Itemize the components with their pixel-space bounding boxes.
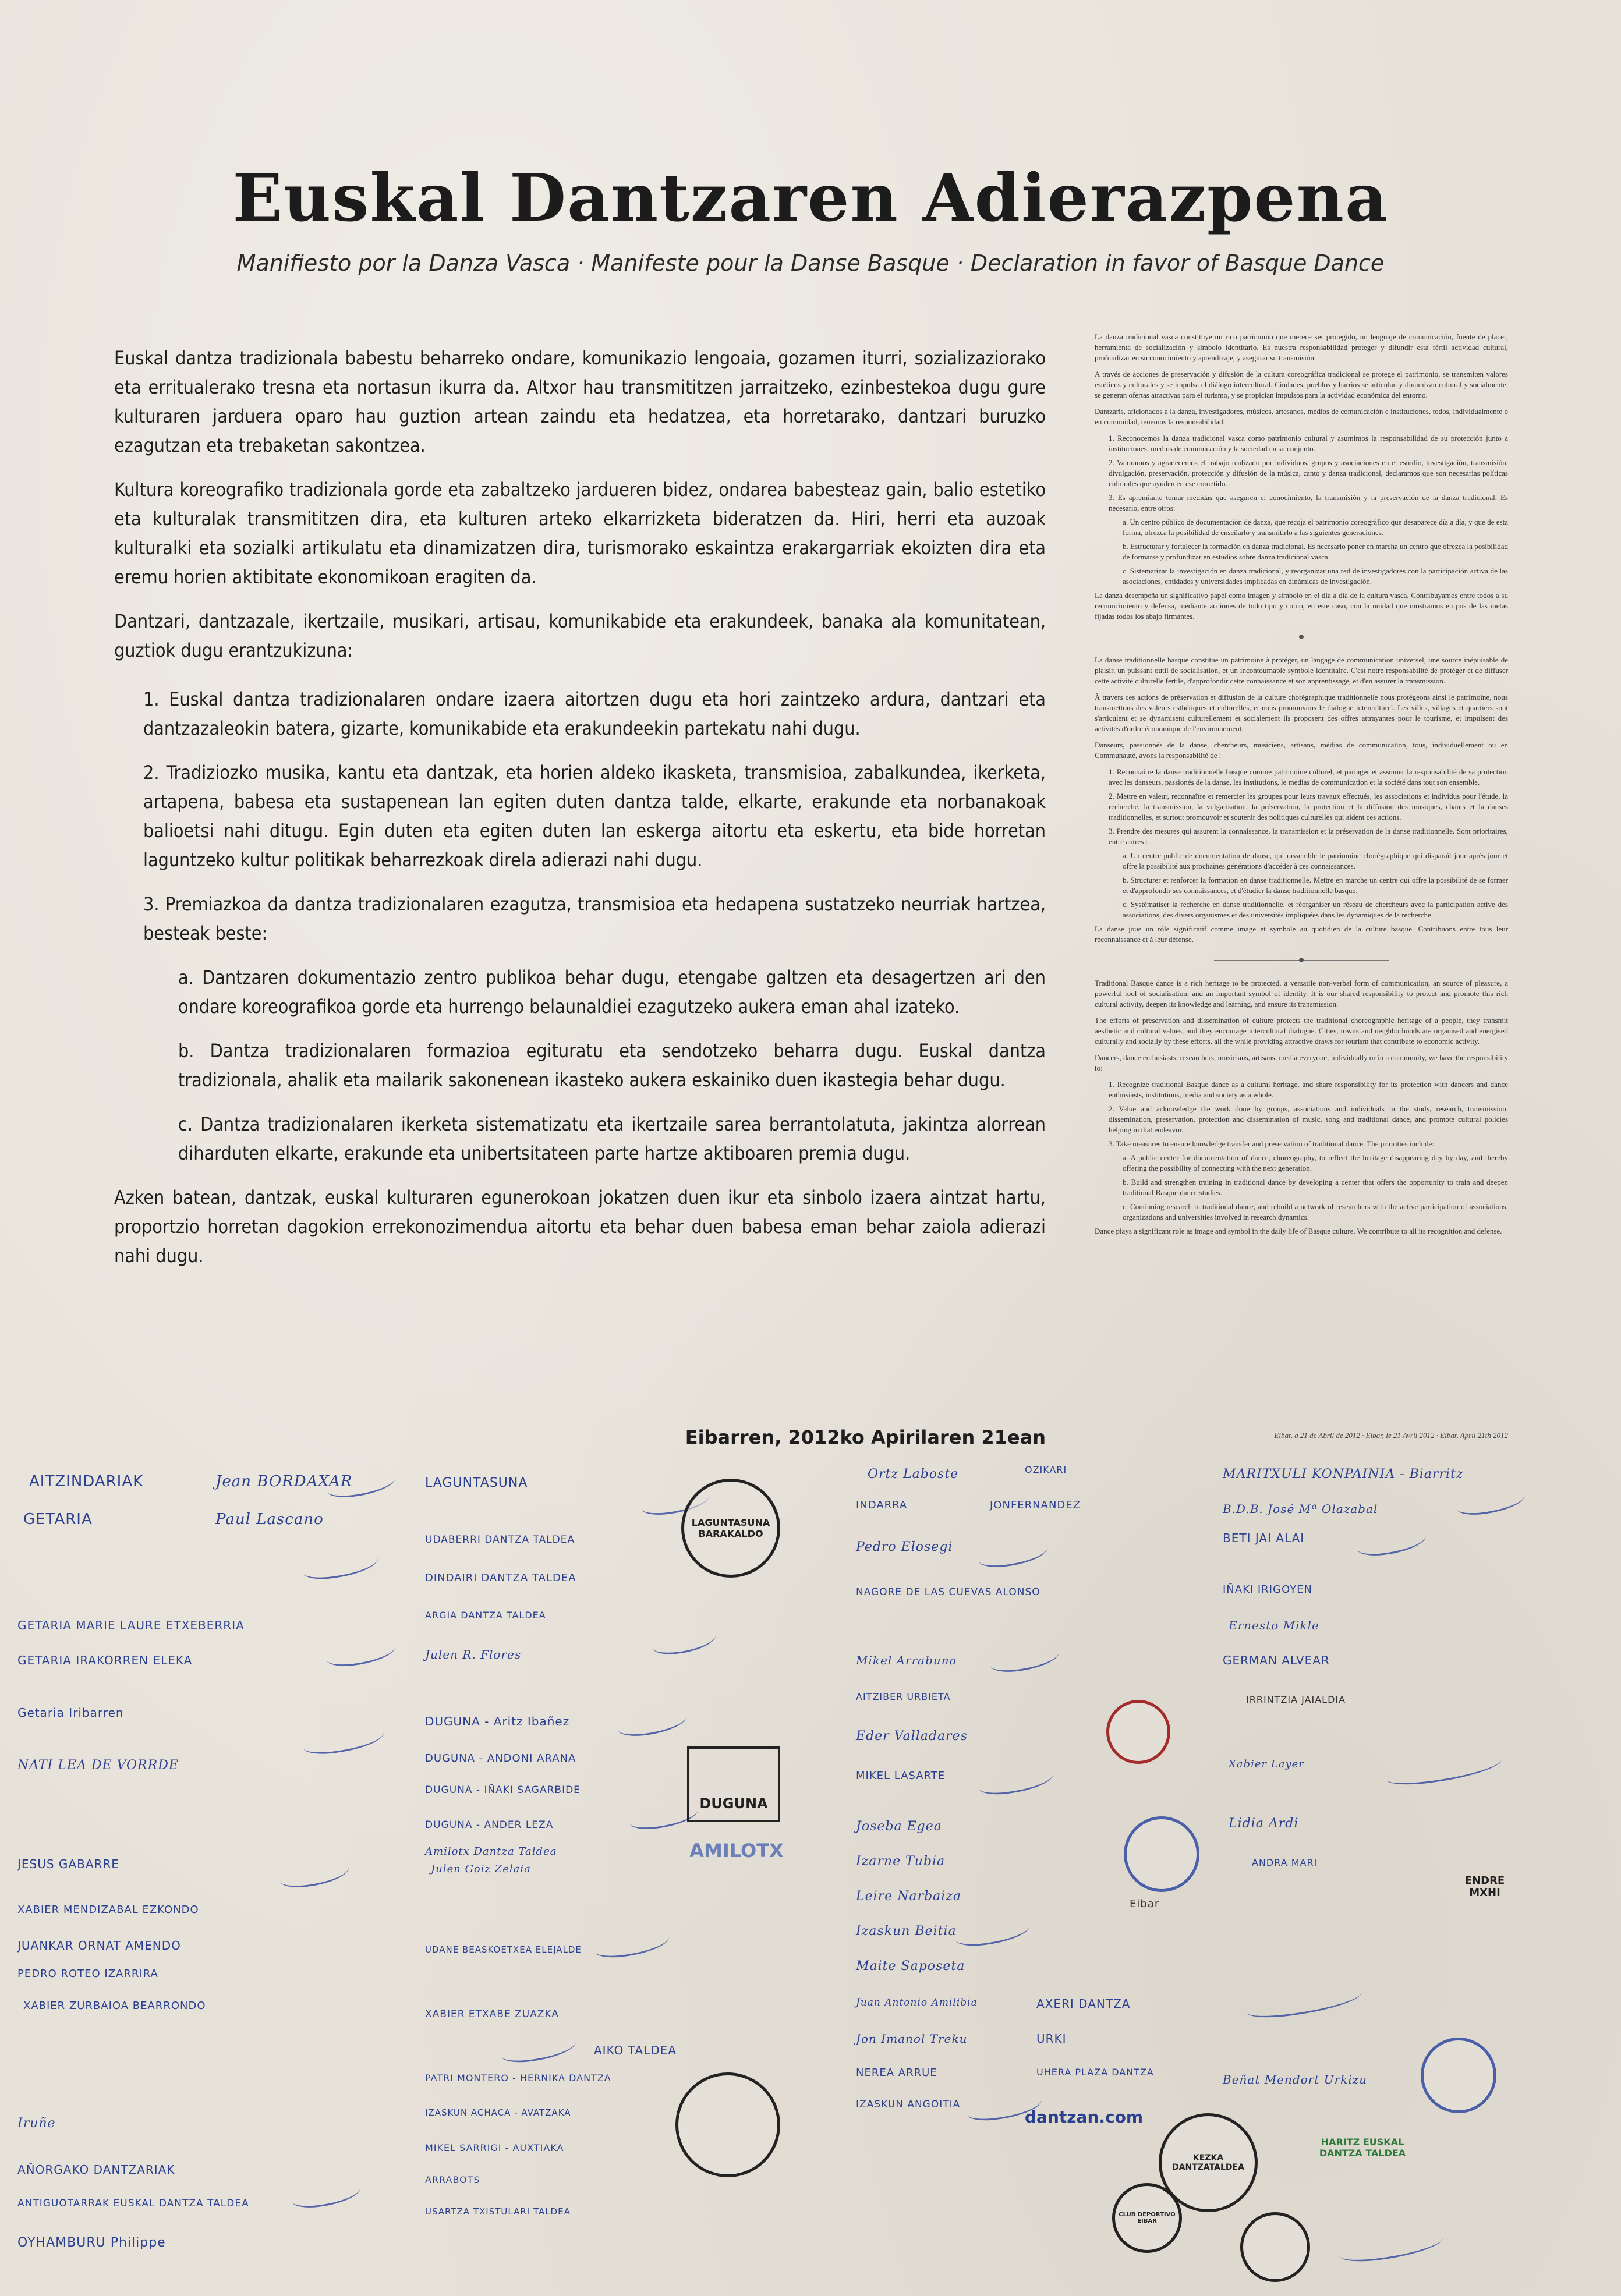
- signature: AIKO TALDEA: [594, 2043, 677, 2057]
- signature: Izarne Tubia: [856, 1854, 946, 1869]
- basque-subitem: c. Dantza tradizionalaren ikerketa sistematizatu eta ikertzaile sarea berrantolatuta, jakintza alorrean diharduten elkarte, erakunde eta unibertsitateen parte hartze aktiboaren premia dugu.: [178, 1113, 1046, 1164]
- signature: Julen Goiz Zelaia: [431, 1863, 531, 1875]
- club-blue-stamp: [1124, 1816, 1199, 1892]
- signature: ARRABOTS: [425, 2174, 480, 2185]
- signature-scribble: [325, 1637, 397, 1669]
- signature: Eibar: [1130, 1898, 1160, 1910]
- basque-subitem: b. Dantza tradizionalaren formazioa egituratu eta sendotzeko beharra dugu. Euskal dantza tradizionala, ahalik eta mailarik sakonenean ikasteko aukera eskainiko duen ikastegia behar dugu.: [178, 1040, 1046, 1091]
- basque-intro-paragraph: Kultura koreografiko tradizionala gorde eta zabaltzeko jardueren bidez, ondarea babesteaz gain, balio estetiko eta kulturalak transmititzen dira, eta kulturen arteko elkarrizketa bideratzen da. Hiri, herri eta auzoak kulturalki eta sozialki artikulatu eta dinamizatzen dira, turismorako eskaintza erakargarriak ekoizten dira eta eremu horien aktibitate ekonomikoan eragiten da.: [114, 479, 1046, 588]
- basque-item: 3. Premiazkoa da dantza tradizionalaren ezagutza, transmisioa eta hedapena sustatzeko neurriak hartzea, besteak beste:: [143, 893, 1046, 944]
- signature: GERMAN ALVEAR: [1223, 1653, 1330, 1667]
- signature: Julen R. Flores: [425, 1647, 522, 1661]
- section-divider: [1214, 960, 1389, 961]
- kezka-red-stamp: [1106, 1700, 1170, 1764]
- english-intro: Traditional Basque dance is a rich heritage to be protected, a versatile non-verbal form of communication, an source of pleasure, a powerful tool of socialisation, and an important symbol of identity. It is our shared responsibility to protect and promote this rich cultural activity, deepen its knowledge and learning, and ensure its transmission.: [1095, 979, 1508, 1008]
- signature: USARTZA TXISTULARI TALDEA: [425, 2206, 571, 2217]
- signature: PATRI MONTERO - HERNIKA DANTZA: [425, 2072, 611, 2084]
- signature: Jon Imanol Treku: [856, 2032, 968, 2046]
- french-subitem: c. Systématiser la recherche en danse traditionnelle, et réorganiser un réseau de chercheurs avec la participation active des associations, des divers organismes et des universités impliquées dans les dynamiques de la recherche.: [1123, 900, 1508, 919]
- english-closing: Dance plays a significant role as image and symbol in the daily life of Basque culture. We contribute to all its recognition and defense.: [1095, 1227, 1502, 1235]
- signature: GETARIA IRAKORREN ELEKA: [17, 1653, 193, 1667]
- basque-closing-paragraph: Azken batean, dantzak, euskal kulturaren egunerokoan jokatzen duen ikur eta sinbolo izaera aintzat hartu, proportzio horretan dagokion errekonozimendua aitortu eta behar duen babesa eman behar zaiola adierazi nahi dugu.: [114, 1186, 1046, 1267]
- french-intro: À travers ces actions de préservation et diffusion de la culture chorégraphique traditionnelle nous protégeons ainsi le patrimoine, nous transmettons des valeurs esthétiques et culturelles, et nous promouvons le dialogue interculturel. Les villes, villages et quartiers sont s'articulent et se dynamisent culturellement et socialement ils proposent des offres attrayantes pour le tourisme, et impulsent des activités d'ordre économique de l'environnement.: [1095, 693, 1508, 733]
- signature: BETI JAI ALAI: [1223, 1531, 1305, 1545]
- signature: JESUS GABARRE: [17, 1857, 119, 1871]
- french-subitem: a. Un centre public de documentation de danse, qui rassemble le patrimoine chorégraphique qui disparaît jour après jour et offre la possibilité aux prochaines générations d'accéder à ces connaissances.: [1123, 851, 1508, 870]
- signature-scribble: [616, 1707, 688, 1739]
- signature: JONFERNANDEZ: [990, 1499, 1081, 1511]
- signature: Pedro Elosegi: [856, 1540, 953, 1554]
- signature: DUGUNA - ANDONI ARANA: [425, 1752, 576, 1764]
- signature: GETARIA MARIE LAURE ETXEBERRIA: [17, 1618, 245, 1632]
- dantzan-logo: dantzan.com: [1025, 2107, 1144, 2127]
- signature: AÑORGAKO DANTZARIAK: [17, 2163, 175, 2177]
- signature: Jean BORDAXAR: [215, 1473, 353, 1490]
- spanish-intro: Dantzaris, aficionados a la danza, investigadores, músicos, artesanos, medios de comunicación e instituciones, todos, individualmente o en comunidad, tenemos la responsabilidad:: [1095, 407, 1508, 426]
- signature-scribble: [290, 2178, 362, 2210]
- basque-item: 1. Euskal dantza tradizionalaren ondare izaera aitortzen dugu eta hori zaintzeko ardura, dantzari eta dantzazaleokin batera, gizarte, komunikabide eta erakundeekin partekatu nahi dugu.: [143, 688, 1046, 739]
- signature-scribble: [1355, 1526, 1428, 1558]
- signature: AXERI DANTZA: [1036, 1997, 1131, 2011]
- signature-scribble: [1385, 1750, 1503, 1788]
- page-title: Euskal Dantzaren Adierazpena: [232, 160, 1389, 236]
- signature: UDANE BEASKOETXEA ELEJALDE: [425, 1944, 582, 1955]
- signature: UDABERRI DANTZA TALDEA: [425, 1534, 575, 1546]
- spanish-item: 1. Reconocemos la danza tradicional vasca como patrimonio cultural y asumimos la responsabilidad de su protección junto a instituciones, medios de comunicación y la sociedad en su conjunto.: [1109, 434, 1508, 453]
- signature: MIKEL SARRIGI - AUXTIAKA: [425, 2142, 564, 2153]
- signature: ARGIA DANTZA TALDEA: [425, 1610, 546, 1621]
- signature: URKI: [1036, 2032, 1067, 2046]
- signature-scribble: [1245, 1983, 1363, 2021]
- signature: NEREA ARRUE: [856, 2067, 937, 2079]
- signature: IZASKUN ACHACA - AVATZAKA: [425, 2107, 571, 2118]
- french-block: [1095, 655, 1508, 945]
- signature: Joseba Egea: [856, 1819, 942, 1834]
- french-item: 1. Reconnaître la danse traditionnelle basque comme patrimoine culturel, et partager et assumer la responsabilité de sa protection avec les danseurs, passionés de la danse, les institutions, le medias de communication et la société dans tout son ensemble.: [1109, 767, 1508, 786]
- signature-scribble: [651, 1626, 717, 1657]
- signature-scribble: [954, 1916, 1032, 1949]
- signature: Xabier Layer: [1229, 1758, 1304, 1770]
- french-item: 3. Prendre des mesures qui assurent la connaissance, la transmission et la préservation de la danse traditionnelle. Sont prioritaires, entre autres :: [1109, 827, 1508, 846]
- signature: IZASKUN ANGOITIA: [856, 2099, 961, 2110]
- spanish-block: [1095, 332, 1508, 622]
- blue-round-stamp: [1421, 2038, 1496, 2113]
- spanish-item: 2. Valoramos y agradecemos el trabajo realizado por individuos, grupos y asociaciones en el estudio, investigación, transmisión, divulgación, preservación, protección y difusión de la música, canto y danza tradicional, declaramos que son necesarias políticas culturales que ayuden en ese cometido.: [1109, 458, 1508, 488]
- spanish-subitem: b. Estructurar y fortalecer la formación en danza tradicional. Es necesario poner en marcha un centro que ofrezca la posibilidad de formarse y profundizar en estudios sobre danza tradicional vasca.: [1123, 542, 1508, 561]
- signature: IÑAKI IRIGOYEN: [1223, 1583, 1313, 1596]
- signature: DUGUNA - Aritz Ibañez: [425, 1714, 570, 1728]
- signature: Leire Narbaiza: [856, 1889, 962, 1904]
- signature-scribble: [1454, 1486, 1527, 1518]
- signature: Getaria Iribarren: [17, 1706, 124, 1720]
- french-intro: Danseurs, passionnés de la danse, chercheurs, musiciens, artisans, médias de communication, tous, individuellement ou en Communauté, avons la responsabilité de :: [1095, 740, 1508, 760]
- laguntasuna-stamp: LAGUNTASUNA BARAKALDO: [681, 1479, 780, 1578]
- french-intro: La danse traditionnelle basque constitue un patrimoine à protéger, un langage de communication universel, une source inépuisable de plaisir, un puissant outil de socialisation, et un incontournable symbole identitaire. C'est notre responsabilité de protéger et de diffuser cette activité culturelle fertile, d'approfondir cette connaissance et son apprentissage, et d'en assurer la transmission.: [1095, 656, 1508, 685]
- signature: DINDAIRI DANTZA TALDEA: [425, 1572, 576, 1584]
- signature-scribble: [500, 2032, 578, 2065]
- english-intro: Dancers, dance enthusiasts, researchers, musicians, artisans, media everyone, individually or in a community, we have the responsibility to:: [1095, 1053, 1508, 1072]
- spanish-subitem: c. Sistematizar la investigación en danza tradicional, y reorganizar una red de investigadores con la participación activa de las asociaciones, entidades y universidades implicadas en dinámicas de investigación.: [1123, 566, 1508, 586]
- signature: NATI LEA DE VORRDE: [17, 1758, 179, 1773]
- signature: Iruñe: [17, 2116, 56, 2131]
- signature: Beñat Mendort Urkizu: [1223, 2072, 1368, 2086]
- signature: UHERA PLAZA DANTZA: [1036, 2067, 1154, 2078]
- basque-subitem: a. Dantzaren dokumentazio zentro publikoa behar dugu, etengabe galtzen eta desagertzen ari den ondare koreografikoa gorde eta hurrengo belaunaldiei ezagutzeko aukera eman ahal izateko.: [178, 966, 1046, 1018]
- signature: Paul Lascano: [215, 1511, 324, 1528]
- signature: NAGORE DE LAS CUEVAS ALONSO: [856, 1586, 1040, 1598]
- basque-intro-paragraph: Euskal dantza tradizionala babestu beharreko ondare, komunikazio lengoaia, gozamen iturri, sozializaziorako eta erritualerako tresna eta nortasun ikurra da. Altxor hau transmititzen jarraitzeko, ezinbestekoa dugu gure kulturaren jarduera oparo hau guztion artean zaindu eta hedatzea, eta horretarako, dantzari buruzko ezagutzan eta trebaketan sakontzea.: [114, 347, 1046, 456]
- english-item: 1. Recognize traditional Basque dance as a cultural heritage, and share responsibility for its protection with dancers and dance enthusiasts, institutions, media and society as a whole.: [1109, 1080, 1508, 1099]
- english-intro: The efforts of preservation and dissemination of culture protects the traditional choreographic heritage of a people, they transmit aesthetic and cultural values, and they encourage intercultural dialogue. Cities, towns and neighborhoods are organised and energised culturally and socially by these efforts, all the while providing attractive draws for tourism that contribute to economic activity.: [1095, 1016, 1508, 1046]
- endre-logo: ENDRE MXHI: [1464, 1875, 1505, 1899]
- signature: GETARIA: [23, 1511, 93, 1528]
- signature: OYHAMBURU Philippe: [17, 2235, 166, 2250]
- place-date: Eibarren, 2012ko Apirilaren 21ean: [685, 1426, 1046, 1448]
- signature: ANTIGUOTARRAK EUSKAL DANTZA TALDEA: [17, 2198, 249, 2209]
- signature: IRRINTZIA JAIALDIA: [1246, 1694, 1346, 1705]
- signature: JUANKAR ORNAT AMENDO: [17, 1939, 181, 1953]
- dates-line: Eibar, a 21 de Abril de 2012 · Eibar, le 21 Avril 2012 · Eibar, April 21th 2012: [1274, 1431, 1508, 1440]
- signature-scribble: [302, 1549, 380, 1582]
- duguna-logo: DUGUNA: [687, 1746, 780, 1822]
- signature: MARITXULI KONPAINIA - Biarritz: [1223, 1467, 1464, 1482]
- signature: XABIER ETXABE ZUAZKA: [425, 2008, 559, 2020]
- signature-scribble: [593, 1927, 671, 1961]
- french-subitem: b. Structurer et renforcer la formation en danse traditionnelle. Mettre en marche un centre qui offre la possibilité de se former et d'approfondir ses connaissances, et d'étudier la danse traditionnelle basque.: [1123, 876, 1508, 895]
- signature: PEDRO ROTEO IZARRIRA: [17, 1968, 158, 1980]
- spanish-item: 3. Es apremiante tomar medidas que aseguren el conocimiento, la transmisión y la preservación de la danza tradicional. Es necesario, entre otros:: [1109, 493, 1508, 512]
- basque-item: 2. Tradiziozko musika, kantu eta dantzak, eta horien aldeko ikasketa, transmisioa, zabalkundea, ikerketa, artapena, babesa eta sustapenean lan egiten duten dantza talde, elkarte, erakunde eta norbanakoak balioetsi nahi ditugu. Egin duten eta egiten duten lan eskerga aitortu eta eskertu, eta bide horretan laguntzeko kultur politikak beharrezkoak direla adierazi nahi dugu.: [143, 761, 1046, 871]
- signature: AITZINDARIAK: [29, 1473, 144, 1490]
- english-item: 2. Value and acknowledge the work done by groups, associations and individuals in the study, research, transmission, dissemination, preservation, protection and dissemination of music, song and traditional dance, and promote cultural policies helping in that endeavor.: [1109, 1104, 1508, 1134]
- amilotx-logo: AMILOTX: [689, 1840, 784, 1862]
- signatures-area: [0, 1455, 1621, 2282]
- english-block: [1095, 978, 1508, 1236]
- spanish-closing: La danza desempeña un significativo papel como imagen y símbolo en el día a día de la cultura vasca. Contribuyamos entre todos a su reconocimiento y defensa, mediante acciones de todo tipo y como, en este caso, con la unidad que mostramos en pos de las metas fijadas todos los abajo firmantes.: [1095, 591, 1508, 621]
- signature: B.D.B. José Mª Olazabal: [1223, 1502, 1378, 1516]
- spanish-intro: La danza tradicional vasca constituye un rico patrimonio que merece ser protegido, un lenguaje de comunicación, fuente de placer, herramienta de socialización y símbolo identitario. Es nuestra responsabilidad proteger y difundir esta fértil actividad cultural, profundizar en su conocimiento y aprendizaje, y asegurar su transmisión.: [1095, 332, 1508, 362]
- signature: ANDRA MARI: [1252, 1857, 1318, 1868]
- signature: Mikel Arrabuna: [856, 1653, 957, 1667]
- page-subtitle: Manifiesto por la Danza Vasca · Manifeste pour la Danse Basque · Declaration in favor of Basque Dance: [236, 250, 1385, 276]
- signature-scribble: [977, 1538, 1049, 1570]
- english-subitem: b. Build and strengthen training in traditional dance by developing a center that offers the opportunity to train and deepen traditional Basque dance studies.: [1123, 1178, 1508, 1197]
- signature: Maite Saposeta: [856, 1959, 965, 1973]
- french-closing: La danse joue un rôle significatif comme image et symbole au quotidien de la culture basque. Contribuons entre tous leur reconnaissance et à leur défense.: [1095, 924, 1508, 944]
- signature: OZIKARI: [1025, 1464, 1067, 1475]
- signature: XABIER MENDIZABAL EZKONDO: [17, 1904, 199, 1916]
- spanish-subitem: a. Un centro público de documentación de danza, que recoja el patrimonio coreográfico que desaparece día a día, y que de esta forma, ofrezca la posibilidad de enseñarlo y transmitirlo a las siguientes generaciones.: [1123, 518, 1508, 537]
- english-subitem: c. Continuing research in traditional dance, and rebuild a network of researchers with the active participation of associations, organizations and universities involved in research dynamics.: [1123, 1202, 1508, 1221]
- signature-scribble: [989, 1643, 1061, 1675]
- signature: Ortz Laboste: [868, 1467, 959, 1482]
- signature: DUGUNA - IÑAKI SAGARBIDE: [425, 1784, 581, 1796]
- dantza-taldea-stamp: [675, 2072, 780, 2177]
- signature-scribble: [302, 1723, 385, 1757]
- kezka-stamp: KEZKA DANTZATALDEA: [1159, 2113, 1258, 2212]
- signature: XABIER ZURBAIOA BEARRONDO: [23, 2000, 206, 2012]
- basque-intro-paragraph: Dantzari, dantzazale, ikertzaile, musikari, artisau, komunikabide eta erakundeek, banaka ala komunitatean, guztiok dugu erantzukizuna:: [114, 610, 1046, 661]
- signature-scribble: [278, 1858, 351, 1890]
- spanish-intro: A través de acciones de preservación y difusión de la cultura coreográfica tradicional se protege el patrimonio, se transmiten valores estéticos y culturales y se impulsa el diálogo intercultural. Ciudades, pueblos y barrios se articulan y dinamizan cultural y socialmente, se generan ofertas atractivas para el turismo, y se propician impulsos para la actividad económica del entorno.: [1095, 370, 1508, 399]
- signature: Eder Valladares: [856, 1729, 968, 1744]
- small-black-stamp: [1240, 2212, 1310, 2282]
- signature: DUGUNA - ANDER LEZA: [425, 1819, 554, 1831]
- haritz-logo: HARITZ EUSKAL DANTZA TALDEA: [1319, 2136, 1406, 2159]
- signature: Ernesto Mikle: [1229, 1618, 1319, 1632]
- translations-column: [1095, 332, 1508, 1242]
- signature: Lidia Ardi: [1229, 1816, 1299, 1831]
- signature: Amilotx Dantza Taldea: [425, 1845, 557, 1858]
- signature-scribble: [977, 1764, 1055, 1798]
- basque-text-column: [114, 343, 1046, 1285]
- signature-scribble: [1338, 2228, 1445, 2266]
- signature: MIKEL LASARTE: [856, 1770, 946, 1782]
- french-item: 2. Mettre en valeur, reconnaître et remercier les groupes pour leurs travaux effectués, les associations et individus pour l'étude, la recherche, la transmission, la vulgarisation, la préservation, la protection et la diffusion des musiques, chants et la danses traditionnelles, et surtout promouvoir et soutenir des politiques culturelles qui aident ces actions.: [1109, 792, 1508, 821]
- signature: Izaskun Beitia: [856, 1924, 957, 1939]
- signature: LAGUNTASUNA: [425, 1476, 528, 1490]
- signature: AITZIBER URBIETA: [856, 1691, 951, 1702]
- english-subitem: a. A public center for documentation of dance, choreography, to reflect the heritage disappearing day by day, and thereby offering the possibility of connecting with the next generation.: [1123, 1153, 1508, 1172]
- signature: INDARRA: [856, 1499, 908, 1511]
- signature: Juan Antonio Amilibia: [856, 1997, 978, 2008]
- club-deportivo-stamp: CLUB DEPORTIVO EIBAR: [1112, 2183, 1182, 2253]
- english-item: 3. Take measures to ensure knowledge transfer and preservation of traditional dance. The priorities include:: [1109, 1139, 1434, 1148]
